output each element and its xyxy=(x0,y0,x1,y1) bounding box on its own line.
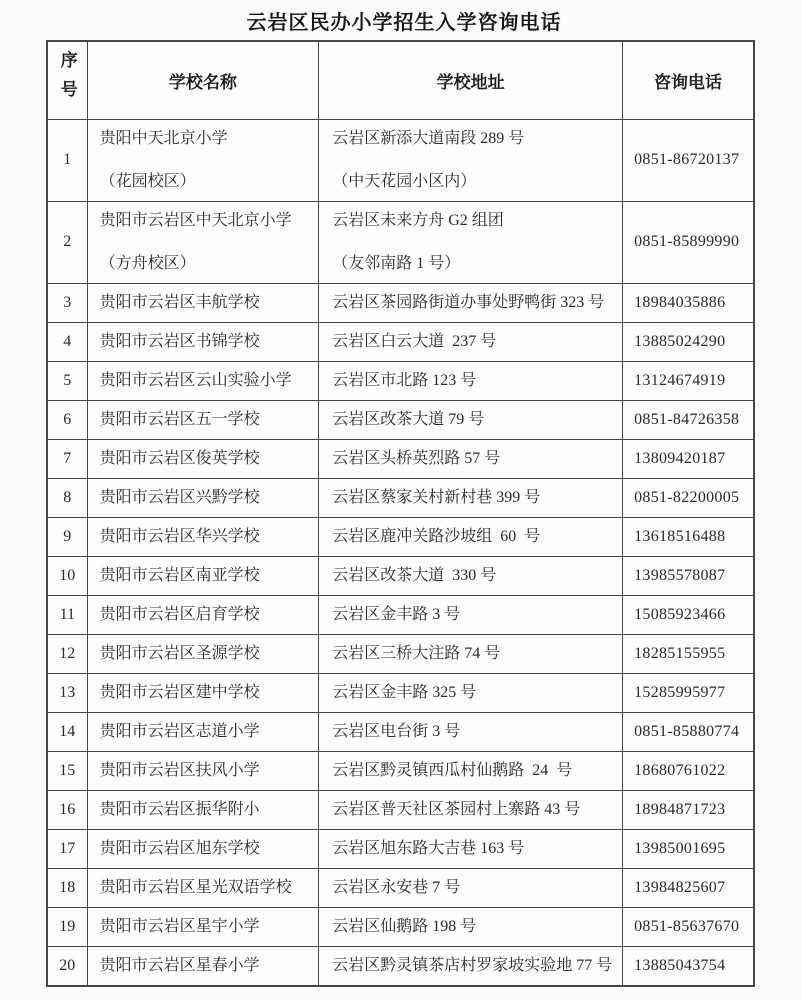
school-name: 贵阳市云岩区旭东学校 xyxy=(87,829,319,868)
table-row xyxy=(47,517,754,556)
row-index: 3 xyxy=(47,283,87,322)
row-index: 16 xyxy=(47,790,87,829)
school-name: 贵阳中天北京小学 （花园校区） xyxy=(87,119,319,201)
school-address: 云岩区改茶大道 79 号 xyxy=(319,400,623,439)
table-row xyxy=(47,712,754,751)
table-row xyxy=(47,868,754,907)
table-body xyxy=(47,119,754,986)
table-row xyxy=(47,595,754,634)
school-phone: 18984871723 xyxy=(623,790,754,829)
school-name: 贵阳市云岩区中天北京小学 （方舟校区） xyxy=(87,201,319,283)
table-row xyxy=(47,400,754,439)
school-name: 贵阳市云岩区南亚学校 xyxy=(87,556,319,595)
row-index: 2 xyxy=(47,201,87,283)
row-index: 19 xyxy=(47,907,87,946)
school-phone: 13124674919 xyxy=(623,361,754,400)
row-index: 8 xyxy=(47,478,87,517)
school-address: 云岩区新添大道南段 289 号 （中天花园小区内） xyxy=(319,119,623,201)
school-address: 云岩区未来方舟 G2 组团 （友邻南路 1 号） xyxy=(319,201,623,283)
school-address: 云岩区鹿冲关路沙坡组 60 号 xyxy=(319,517,623,556)
school-phone: 13618516488 xyxy=(623,517,754,556)
row-index: 14 xyxy=(47,712,87,751)
school-name: 贵阳市云岩区星春小学 xyxy=(87,946,319,986)
row-index: 12 xyxy=(47,634,87,673)
school-address: 云岩区头桥英烈路 57 号 xyxy=(319,439,623,478)
table-row xyxy=(47,673,754,712)
school-phone: 15285995977 xyxy=(623,673,754,712)
school-name: 贵阳市云岩区建中学校 xyxy=(87,673,319,712)
table-header xyxy=(47,41,754,119)
school-address: 云岩区电台街 3 号 xyxy=(319,712,623,751)
school-address: 云岩区普天社区茶园村上寨路 43 号 xyxy=(319,790,623,829)
schools-table xyxy=(46,40,755,987)
table-row xyxy=(47,201,754,283)
header-row xyxy=(47,41,754,119)
row-index: 1 xyxy=(47,119,87,201)
school-name: 贵阳市云岩区云山实验小学 xyxy=(87,361,319,400)
school-address: 云岩区蔡家关村新村巷 399 号 xyxy=(319,478,623,517)
table-row xyxy=(47,829,754,868)
school-address: 云岩区永安巷 7 号 xyxy=(319,868,623,907)
row-index: 20 xyxy=(47,946,87,986)
row-index: 13 xyxy=(47,673,87,712)
school-address: 云岩区黔灵镇茶店村罗家坡实验地 77 号 xyxy=(319,946,623,986)
table-row xyxy=(47,439,754,478)
row-index: 4 xyxy=(47,322,87,361)
row-index: 11 xyxy=(47,595,87,634)
school-phone: 13985578087 xyxy=(623,556,754,595)
school-name: 贵阳市云岩区星光双语学校 xyxy=(87,868,319,907)
table-row xyxy=(47,790,754,829)
school-name: 贵阳市云岩区华兴学校 xyxy=(87,517,319,556)
header-school-name: 学校名称 xyxy=(87,41,319,119)
school-address: 云岩区白云大道 237 号 xyxy=(319,322,623,361)
school-name: 贵阳市云岩区俊英学校 xyxy=(87,439,319,478)
school-name: 贵阳市云岩区书锦学校 xyxy=(87,322,319,361)
row-index: 10 xyxy=(47,556,87,595)
table-row xyxy=(47,322,754,361)
school-address: 云岩区旭东路大吉巷 163 号 xyxy=(319,829,623,868)
school-name: 贵阳市云岩区圣源学校 xyxy=(87,634,319,673)
school-address: 云岩区改茶大道 330 号 xyxy=(319,556,623,595)
table-row xyxy=(47,119,754,201)
row-index: 6 xyxy=(47,400,87,439)
row-index: 17 xyxy=(47,829,87,868)
school-phone: 18285155955 xyxy=(623,634,754,673)
school-name: 贵阳市云岩区星宇小学 xyxy=(87,907,319,946)
page-title: 云岩区民办小学招生入学咨询电话 xyxy=(246,12,562,34)
row-index: 15 xyxy=(47,751,87,790)
table-row xyxy=(47,361,754,400)
school-phone: 13984825607 xyxy=(623,868,754,907)
school-name: 贵阳市云岩区扶风小学 xyxy=(87,751,319,790)
school-address: 云岩区黔灵镇西瓜村仙鹅路 24 号 xyxy=(319,751,623,790)
school-address: 云岩区仙鹅路 198 号 xyxy=(319,907,623,946)
table-row xyxy=(47,751,754,790)
school-name: 贵阳市云岩区志道小学 xyxy=(87,712,319,751)
school-phone: 0851-85880774 xyxy=(623,712,754,751)
school-phone: 0851-84726358 xyxy=(623,400,754,439)
school-name: 贵阳市云岩区兴黔学校 xyxy=(87,478,319,517)
table-row xyxy=(47,556,754,595)
school-name: 贵阳市云岩区振华附小 xyxy=(87,790,319,829)
school-phone: 13809420187 xyxy=(623,439,754,478)
table-row xyxy=(47,478,754,517)
school-phone: 13885024290 xyxy=(623,322,754,361)
school-phone: 15085923466 xyxy=(623,595,754,634)
school-address: 云岩区三桥大注路 74 号 xyxy=(319,634,623,673)
table-row xyxy=(47,634,754,673)
school-phone: 0851-82200005 xyxy=(623,478,754,517)
row-index: 7 xyxy=(47,439,87,478)
row-index: 5 xyxy=(47,361,87,400)
header-phone: 咨询电话 xyxy=(623,41,754,119)
row-index: 9 xyxy=(47,517,87,556)
table-row xyxy=(47,907,754,946)
header-school-address: 学校地址 xyxy=(319,41,623,119)
school-phone: 0851-85637670 xyxy=(623,907,754,946)
school-address: 云岩区茶园路街道办事处野鸭街 323 号 xyxy=(319,283,623,322)
school-address: 云岩区金丰路 3 号 xyxy=(319,595,623,634)
table-row xyxy=(47,946,754,986)
school-name: 贵阳市云岩区启育学校 xyxy=(87,595,319,634)
school-address: 云岩区金丰路 325 号 xyxy=(319,673,623,712)
school-phone: 0851-86720137 xyxy=(623,119,754,201)
header-index: 序号 xyxy=(47,41,87,119)
school-name: 贵阳市云岩区丰航学校 xyxy=(87,283,319,322)
school-phone: 13985001695 xyxy=(623,829,754,868)
school-phone: 18984035886 xyxy=(623,283,754,322)
table-row xyxy=(47,283,754,322)
school-phone: 13885043754 xyxy=(623,946,754,986)
school-phone: 0851-85899990 xyxy=(623,201,754,283)
school-phone: 18680761022 xyxy=(623,751,754,790)
school-name: 贵阳市云岩区五一学校 xyxy=(87,400,319,439)
school-address: 云岩区市北路 123 号 xyxy=(319,361,623,400)
row-index: 18 xyxy=(47,868,87,907)
